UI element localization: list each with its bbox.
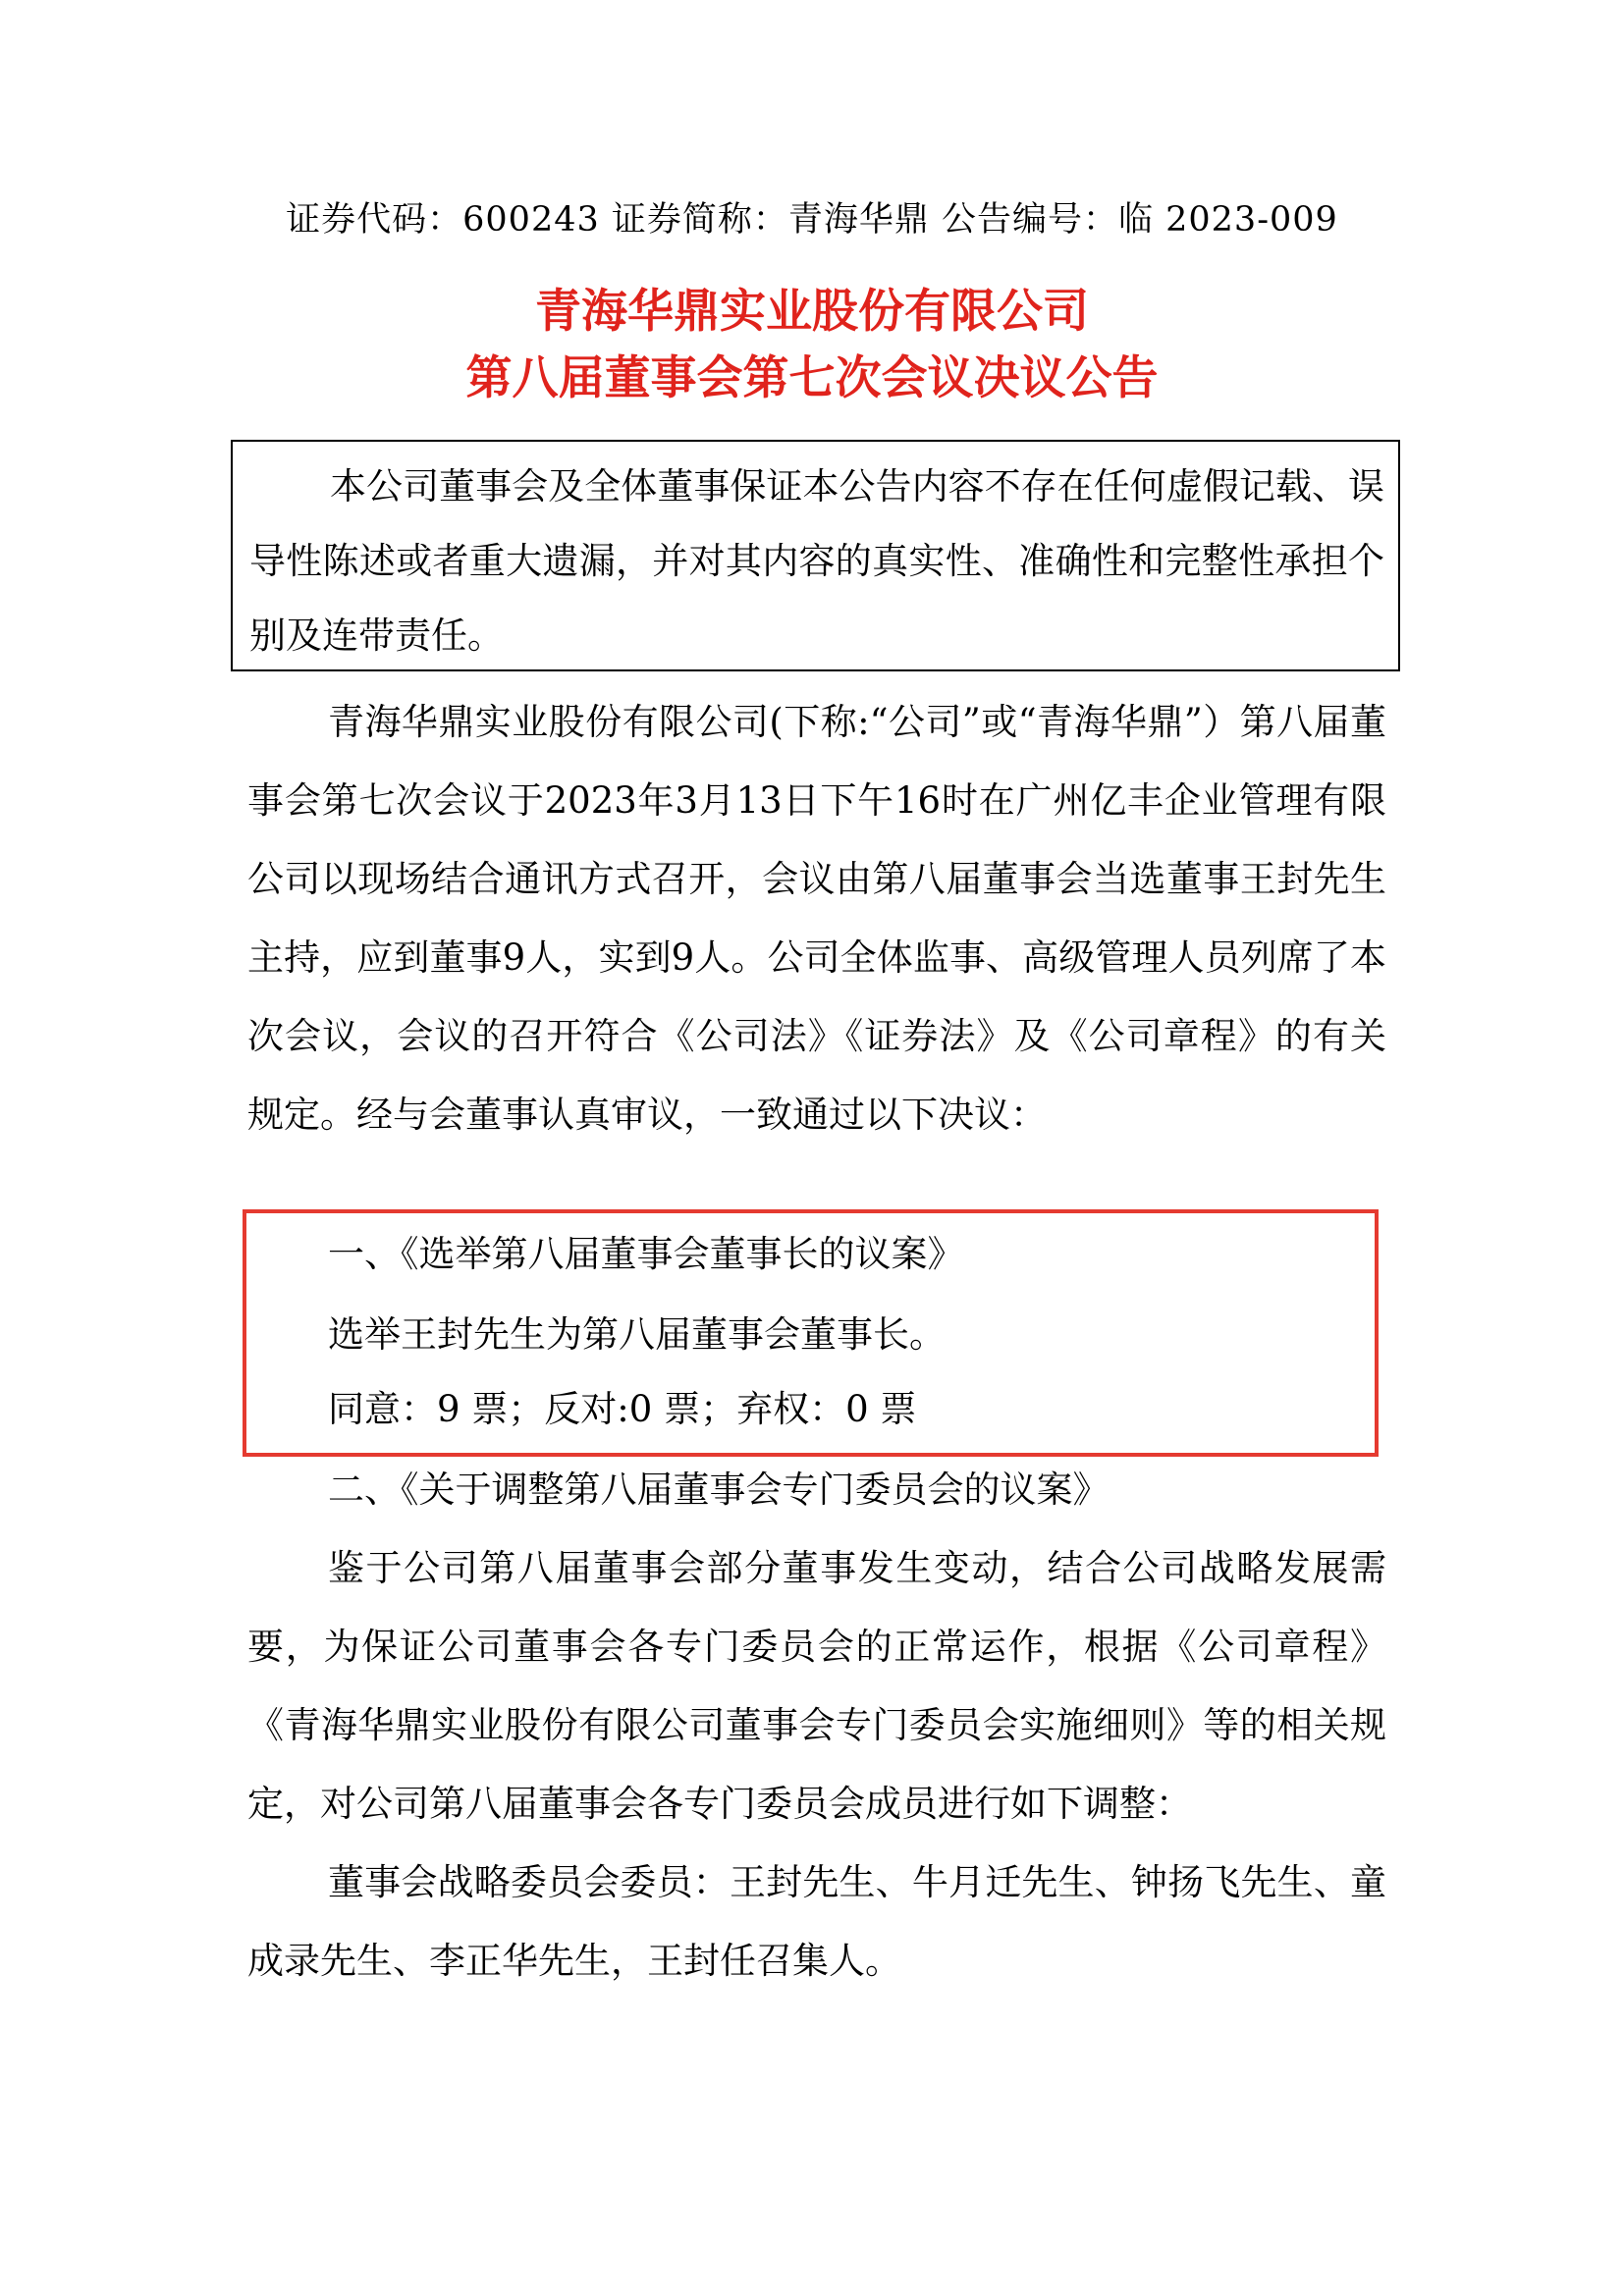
meeting-intro-paragraph: 青海华鼎实业股份有限公司(下称:“公司”或“青海华鼎”）第八届董事会第七次会议于2023年3月13日下午16时在广州亿丰企业管理有限公司以现场结合通讯方式召开，会议由第八届董事会当选董事王封先生主持，应到董事9人，实到9人。公司全体监事、高级管理人员列席了本次会议，会议的召开符合《公司法》《证券法》及《公司章程》的有关规定。经与会董事认真审议，一致通过以下决议： bbox=[247, 701, 1386, 1136]
responsibility-statement: 本公司董事会及全体董事保证本公告内容不存在任何虚假记载、误导性陈述或者重大遗漏，并对其内容的真实性、准确性和完整性承担个别及连带责任。 bbox=[249, 465, 1384, 657]
resolution-1-content: 选举王封先生为第八届董事会董事长。 bbox=[328, 1313, 946, 1356]
company-title: 青海华鼎实业股份有限公司 bbox=[535, 285, 1089, 339]
announcement-title: 第八届董事会第七次会议决议公告 bbox=[465, 351, 1159, 405]
resolution-2-section bbox=[247, 1451, 1386, 2001]
resolution-1-vote: 同意：9 票；反对:0 票；弃权：0 票 bbox=[328, 1388, 917, 1430]
resolution-1-heading: 一、《选举第八届董事会董事长的议案》 bbox=[328, 1233, 964, 1275]
resolution-2-heading: 二、《关于调整第八届董事会专门委员会的议案》 bbox=[328, 1468, 1110, 1511]
strategy-committee-members: 董事会战略委员会委员：王封先生、牛月迁先生、钟扬飞先生、童成录先生、李正华先生，王封任召集人。 bbox=[247, 1861, 1386, 1982]
meeting-intro bbox=[247, 683, 1386, 1154]
resolution-2-content: 鉴于公司第八届董事会部分董事发生变动，结合公司战略发展需要，为保证公司董事会各专门委员会的正常运作，根据《公司章程》《青海华鼎实业股份有限公司董事会专门委员会实施细则》等的相关规定，对公司第八届董事会各专门委员会成员进行如下调整： bbox=[247, 1547, 1386, 1825]
responsibility-statement-box bbox=[231, 440, 1400, 671]
announcement-header: 证券代码：600243 证券简称：青海华鼎 公告编号：临 2023-009 bbox=[286, 200, 1338, 240]
